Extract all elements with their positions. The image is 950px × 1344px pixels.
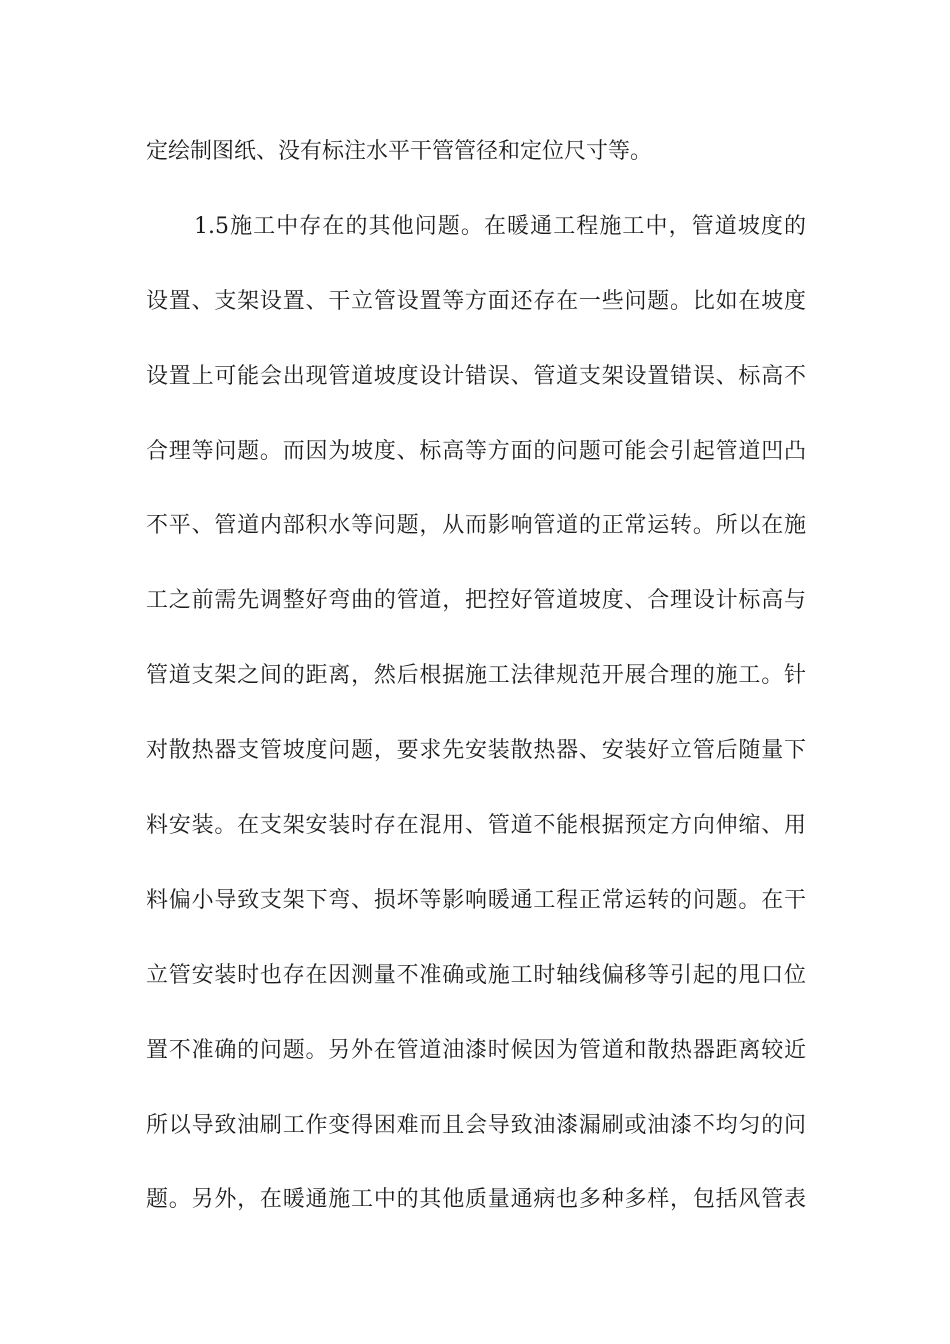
text-line: 立管安装时也存在因测量不准确或施工时轴线偏移等引起的甩口位 (146, 962, 806, 988)
text-line: 置不准确的问题。另外在管道油漆时候因为管道和散热器距离较近 (146, 1037, 806, 1063)
text-line: 料偏小导致支架下弯、损坏等影响暖通工程正常运转的问题。在干 (146, 887, 806, 913)
text-line: 管道支架之间的距离，然后根据施工法律规范开展合理的施工。针 (146, 663, 806, 689)
body-text (146, 128, 806, 1251)
text-line: 题。另外，在暖通施工中的其他质量通病也多种多样，包括风管表 (146, 1187, 806, 1213)
text-line: 工之前需先调整好弯曲的管道，把控好管道坡度、合理设计标高与 (146, 588, 806, 614)
text-line: 所以导致油刷工作变得困难而且会导致油漆漏刷或油漆不均匀的问 (146, 1112, 806, 1138)
text-line-continuation: 定绘制图纸、没有标注水平干管管径和定位尺寸等。 (146, 139, 653, 164)
text-line: 料安装。在支架安装时存在混用、管道不能根据预定方向伸缩、用 (146, 813, 806, 839)
text-line: 合理等问题。而因为坡度、标高等方面的问题可能会引起管道凹凸 (146, 438, 806, 464)
text-line-section-start: 1.5施工中存在的其他问题。在暖通工程施工中，管道坡度的 (194, 213, 806, 239)
text-line: 不平、管道内部积水等问题，从而影响管道的正常运转。所以在施 (146, 513, 806, 539)
text-line: 对散热器支管坡度问题，要求先安装散热器、安装好立管后随量下 (146, 738, 806, 764)
text-line: 设置上可能会出现管道坡度设计错误、管道支架设置错误、标高不 (146, 363, 806, 389)
text-line: 设置、支架设置、干立管设置等方面还存在一些问题。比如在坡度 (146, 288, 806, 314)
